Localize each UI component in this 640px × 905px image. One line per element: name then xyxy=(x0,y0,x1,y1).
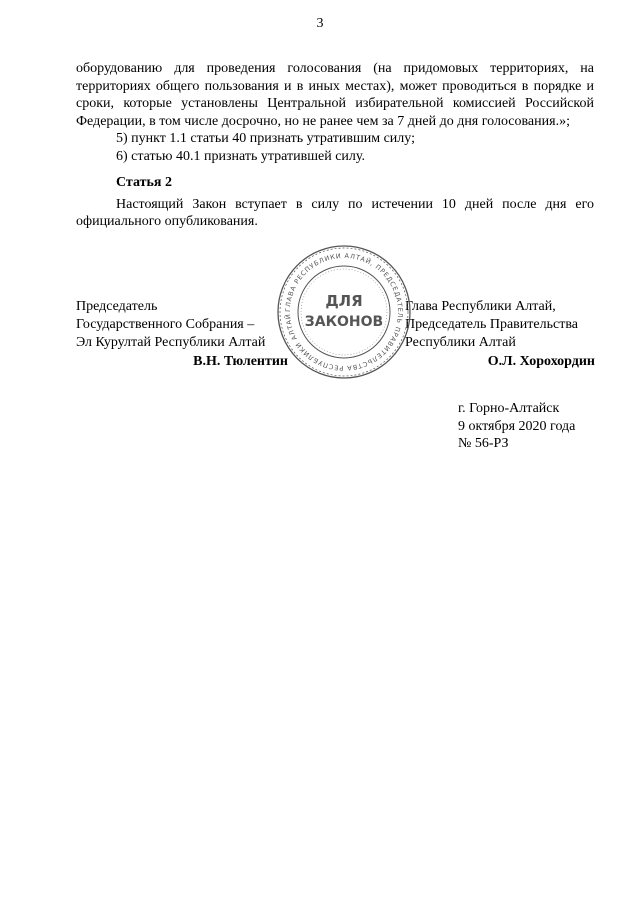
signature-block-chairman xyxy=(76,298,288,371)
chairman-title-line-3: Эл Курултай Республики Алтай xyxy=(76,335,266,350)
article-2-text: Настоящий Закон вступает в силу по истечении 10 дней после дня его официального опубликования. xyxy=(76,196,594,229)
svg-text:ГЛАВА РЕСПУБЛИКИ АЛТАЙ, ПРЕДСЕ xyxy=(283,252,404,372)
continuation-paragraph: оборудованию для проведения голосования (на придомовых территориях, на территориях общего пользования и в иных местах), может проводиться в порядке и сроки, которые установлены Центральной избирательной комиссией Российской Федерации, в том числе досрочно, но не ранее чем за 7 дней до дня голосования.»; xyxy=(76,61,594,129)
head-title-line-3: Республики Алтай xyxy=(405,335,516,350)
stamp-word-2: ЗАКОНОВ xyxy=(304,314,384,330)
signature-block-head xyxy=(405,298,595,371)
chairman-name: В.Н. Тюлентин xyxy=(193,354,288,369)
chairman-title-line-2: Государственного Собрания – xyxy=(76,317,255,332)
official-seal-stamp xyxy=(276,244,412,380)
head-title-line-2: Председатель Правительства xyxy=(405,317,578,332)
stamp-ring-text: ГЛАВА РЕСПУБЛИКИ АЛТАЙ, ПРЕДСЕДАТЕЛЬ ПРАВИТЕЛЬСТВА РЕСПУБЛИКИ АЛТАЙ xyxy=(283,251,405,373)
item-5-paragraph: 5) пункт 1.1 статьи 40 признать утратившим силу; xyxy=(116,131,415,146)
item-6-paragraph: 6) статью 40.1 признать утратившей силу. xyxy=(116,148,365,164)
stamp-word-1: ДЛЯ xyxy=(325,292,363,310)
law-body xyxy=(76,60,594,231)
article-2-title: Статья 2 xyxy=(116,175,172,190)
head-name: О.Л. Хорохордин xyxy=(487,354,595,369)
place-and-date-block xyxy=(458,400,575,453)
head-title-line-1: Глава Республики Алтай, xyxy=(405,299,556,314)
city-line: г. Горно-Алтайск xyxy=(458,401,560,416)
chairman-title-line-1: Председатель xyxy=(76,299,158,314)
law-number-line: № 56-РЗ xyxy=(458,436,509,451)
date-line: 9 октября 2020 года xyxy=(458,418,576,434)
page-number: 3 xyxy=(316,16,324,31)
